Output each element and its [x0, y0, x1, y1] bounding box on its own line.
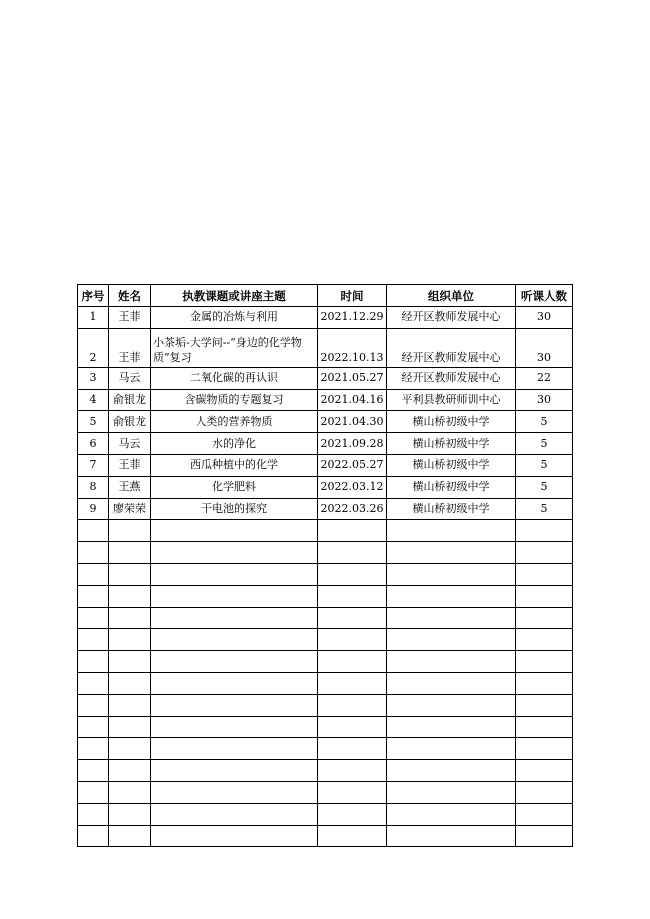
cell-name: 王菲: [109, 454, 151, 476]
empty-cell: [516, 825, 573, 847]
empty-cell: [78, 607, 109, 629]
cell-topic: 二氧化碳的再认识: [151, 367, 318, 389]
empty-cell: [151, 781, 318, 803]
empty-cell: [78, 716, 109, 738]
empty-table-row: [78, 803, 573, 825]
empty-cell: [109, 825, 151, 847]
empty-table-row: [78, 563, 573, 585]
empty-table-row: [78, 760, 573, 782]
empty-cell: [387, 607, 516, 629]
empty-cell: [387, 563, 516, 585]
empty-cell: [516, 607, 573, 629]
empty-cell: [318, 563, 387, 585]
cell-attendees: 30: [516, 328, 573, 367]
cell-serial: 1: [78, 307, 109, 329]
empty-table-row: [78, 542, 573, 564]
cell-attendees: 30: [516, 389, 573, 411]
empty-cell: [151, 542, 318, 564]
cell-topic: 人类的营养物质: [151, 411, 318, 433]
empty-cell: [516, 563, 573, 585]
cell-organizer: 横山桥初级中学: [387, 411, 516, 433]
empty-cell: [387, 585, 516, 607]
empty-cell: [151, 694, 318, 716]
empty-cell: [516, 694, 573, 716]
cell-date: 2022.05.27: [318, 454, 387, 476]
empty-cell: [109, 563, 151, 585]
empty-table-row: [78, 629, 573, 651]
empty-cell: [151, 716, 318, 738]
cell-date: 2022.10.13: [318, 328, 387, 367]
cell-serial: 5: [78, 411, 109, 433]
cell-organizer: 横山桥初级中学: [387, 498, 516, 520]
empty-cell: [516, 781, 573, 803]
cell-organizer: 横山桥初级中学: [387, 476, 516, 498]
empty-cell: [516, 738, 573, 760]
cell-serial: 9: [78, 498, 109, 520]
header-date: 时间: [318, 285, 387, 307]
empty-cell: [387, 803, 516, 825]
cell-serial: 4: [78, 389, 109, 411]
table-row: [78, 411, 573, 433]
empty-cell: [78, 563, 109, 585]
empty-cell: [109, 607, 151, 629]
empty-table-row: [78, 520, 573, 542]
empty-cell: [78, 672, 109, 694]
empty-cell: [151, 520, 318, 542]
table-row: [78, 307, 573, 329]
cell-date: 2022.03.26: [318, 498, 387, 520]
empty-cell: [318, 760, 387, 782]
empty-table-row: [78, 694, 573, 716]
header-name: 姓名: [109, 285, 151, 307]
empty-cell: [151, 760, 318, 782]
table-row: [78, 476, 573, 498]
empty-table-row: [78, 716, 573, 738]
empty-cell: [387, 651, 516, 673]
cell-topic: 水的净化: [151, 433, 318, 455]
empty-cell: [516, 672, 573, 694]
cell-name: 俞银龙: [109, 411, 151, 433]
cell-organizer: 经开区教师发展中心: [387, 307, 516, 329]
cell-organizer: 横山桥初级中学: [387, 454, 516, 476]
cell-attendees: 5: [516, 498, 573, 520]
empty-cell: [151, 563, 318, 585]
empty-cell: [151, 651, 318, 673]
header-organizer: 组织单位: [387, 285, 516, 307]
empty-cell: [78, 585, 109, 607]
cell-organizer: 平利县教研师训中心: [387, 389, 516, 411]
empty-cell: [387, 781, 516, 803]
empty-cell: [318, 738, 387, 760]
empty-cell: [78, 520, 109, 542]
empty-table-row: [78, 607, 573, 629]
table-row: [78, 367, 573, 389]
cell-topic: 西瓜种植中的化学: [151, 454, 318, 476]
header-serial: 序号: [78, 285, 109, 307]
empty-cell: [78, 781, 109, 803]
empty-cell: [78, 825, 109, 847]
cell-name: 王菲: [109, 328, 151, 367]
empty-cell: [387, 716, 516, 738]
cell-attendees: 5: [516, 476, 573, 498]
empty-table-row: [78, 672, 573, 694]
cell-topic: 小茶垢-大学问--“身边的化学物质”复习: [151, 328, 318, 367]
empty-cell: [387, 694, 516, 716]
empty-table-row: [78, 825, 573, 847]
table-row: [78, 433, 573, 455]
empty-cell: [387, 542, 516, 564]
empty-cell: [318, 585, 387, 607]
table-header-row: [78, 285, 573, 307]
cell-organizer: 经开区教师发展中心: [387, 328, 516, 367]
empty-cell: [78, 629, 109, 651]
empty-cell: [387, 738, 516, 760]
cell-name: 廖荣荣: [109, 498, 151, 520]
cell-topic: 含碳物质的专题复习: [151, 389, 318, 411]
empty-cell: [516, 651, 573, 673]
empty-cell: [109, 629, 151, 651]
empty-cell: [387, 520, 516, 542]
cell-name: 俞银龙: [109, 389, 151, 411]
cell-date: 2021.12.29: [318, 307, 387, 329]
empty-cell: [151, 629, 318, 651]
cell-attendees: 5: [516, 454, 573, 476]
empty-cell: [78, 738, 109, 760]
empty-cell: [109, 585, 151, 607]
header-attendees: 听课人数: [516, 285, 573, 307]
empty-cell: [387, 672, 516, 694]
empty-cell: [318, 651, 387, 673]
cell-serial: 2: [78, 328, 109, 367]
table-row: [78, 498, 573, 520]
empty-cell: [109, 738, 151, 760]
empty-table-row: [78, 651, 573, 673]
cell-name: 马云: [109, 367, 151, 389]
empty-cell: [109, 803, 151, 825]
empty-cell: [109, 520, 151, 542]
empty-table-row: [78, 585, 573, 607]
cell-attendees: 22: [516, 367, 573, 389]
empty-cell: [516, 542, 573, 564]
empty-cell: [151, 825, 318, 847]
cell-attendees: 30: [516, 307, 573, 329]
cell-name: 王燕: [109, 476, 151, 498]
cell-serial: 7: [78, 454, 109, 476]
empty-cell: [151, 738, 318, 760]
cell-name: 马云: [109, 433, 151, 455]
empty-cell: [78, 760, 109, 782]
empty-cell: [318, 542, 387, 564]
cell-organizer: 经开区教师发展中心: [387, 367, 516, 389]
empty-table-row: [78, 781, 573, 803]
empty-cell: [387, 629, 516, 651]
empty-cell: [318, 672, 387, 694]
cell-topic: 干电池的探究: [151, 498, 318, 520]
empty-cell: [78, 694, 109, 716]
cell-date: 2021.09.28: [318, 433, 387, 455]
empty-cell: [109, 760, 151, 782]
empty-cell: [318, 825, 387, 847]
cell-serial: 6: [78, 433, 109, 455]
lecture-record-table: [77, 284, 573, 847]
empty-cell: [151, 607, 318, 629]
cell-topic: 化学肥料: [151, 476, 318, 498]
cell-serial: 3: [78, 367, 109, 389]
empty-cell: [109, 651, 151, 673]
empty-cell: [387, 825, 516, 847]
table-row: [78, 328, 573, 367]
empty-cell: [516, 629, 573, 651]
empty-cell: [516, 760, 573, 782]
empty-cell: [387, 760, 516, 782]
cell-attendees: 5: [516, 433, 573, 455]
empty-cell: [151, 803, 318, 825]
empty-cell: [516, 520, 573, 542]
empty-cell: [78, 542, 109, 564]
empty-cell: [516, 585, 573, 607]
empty-cell: [516, 803, 573, 825]
empty-cell: [318, 520, 387, 542]
cell-name: 王菲: [109, 307, 151, 329]
empty-cell: [151, 585, 318, 607]
empty-cell: [318, 629, 387, 651]
empty-cell: [318, 694, 387, 716]
cell-date: 2021.04.30: [318, 411, 387, 433]
empty-cell: [318, 781, 387, 803]
cell-attendees: 5: [516, 411, 573, 433]
table-row: [78, 389, 573, 411]
empty-cell: [78, 803, 109, 825]
empty-cell: [78, 651, 109, 673]
empty-cell: [109, 672, 151, 694]
empty-table-row: [78, 738, 573, 760]
cell-date: 2021.05.27: [318, 367, 387, 389]
cell-organizer: 横山桥初级中学: [387, 433, 516, 455]
cell-serial: 8: [78, 476, 109, 498]
cell-date: 2022.03.12: [318, 476, 387, 498]
empty-cell: [318, 607, 387, 629]
empty-cell: [109, 694, 151, 716]
empty-cell: [318, 803, 387, 825]
empty-cell: [318, 716, 387, 738]
cell-date: 2021.04.16: [318, 389, 387, 411]
empty-cell: [109, 781, 151, 803]
empty-cell: [109, 716, 151, 738]
header-topic: 执教课题或讲座主题: [151, 285, 318, 307]
cell-topic: 金属的冶炼与利用: [151, 307, 318, 329]
empty-cell: [109, 542, 151, 564]
table-row: [78, 454, 573, 476]
empty-cell: [516, 716, 573, 738]
empty-rows: [78, 520, 573, 847]
empty-cell: [151, 672, 318, 694]
